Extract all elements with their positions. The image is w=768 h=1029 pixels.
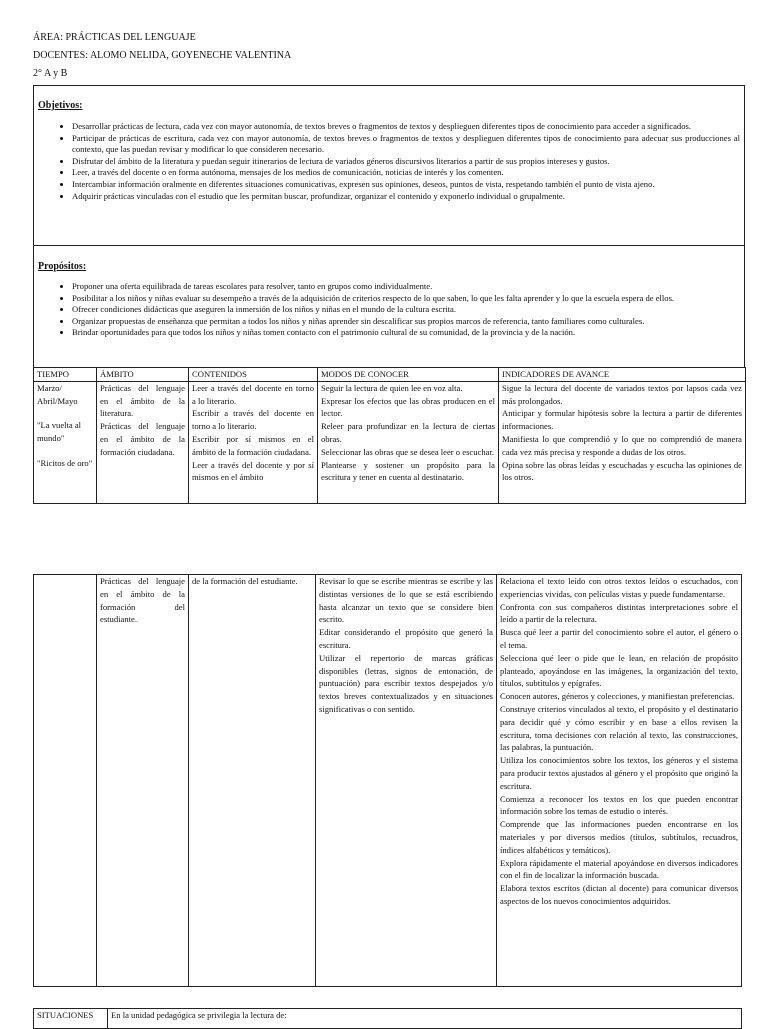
- objetivos-box: [33, 85, 745, 246]
- area-line: ÁREA: PRÁCTICAS DEL LENGUAJE: [33, 32, 196, 43]
- propositos-title: Propósitos:: [38, 261, 87, 272]
- indicador-item: Opina sobre las obras leídas y escuchadas y escucha las opiniones de los otros.: [502, 459, 742, 483]
- indicador-item: Explora rápidamente el material apoyándose en diversos indicadores con el fin de localizar la información buscada.: [500, 857, 738, 881]
- tiempo-months: Marzo/ Abril/Mayo: [37, 382, 78, 406]
- modo-item: Releer para profundizar en la lectura de ciertas obras.: [321, 421, 495, 444]
- contenido-item: Escribir a través del docente en torno a lo literario.: [192, 408, 314, 432]
- planning-table: [33, 367, 746, 504]
- list-item: • Leer, a través del docente o en forma autónoma, mensajes de los medios de comunicación, noticias de interés y los comenten.: [72, 167, 740, 179]
- situaciones-label: SITUACIONES: [34, 1009, 108, 1029]
- objetivos-title: Objetivos:: [38, 100, 83, 111]
- modo-item: Editar considerando el propósito que generó la escritura.: [319, 627, 493, 650]
- header-tiempo: TIEMPO: [34, 368, 97, 382]
- indicadores-cell: [499, 381, 746, 503]
- header-indicadores: INDICADORES DE AVANCE: [499, 368, 746, 382]
- list-item: • Desarrollar prácticas de lectura, cada vez con mayor autonomía, de textos breves o fragmentos de textos y desplieguen diferentes tipos de conocimiento para acceder a significados.: [72, 121, 740, 133]
- indicador-item: Busca qué leer a partir del conocimiento sobre el autor, el género o el tema.: [500, 627, 738, 650]
- tiempo-book-2: "Ricitos de oro": [37, 457, 93, 468]
- table-row: [34, 381, 746, 503]
- modo-item: Plantearse y sostener un propósito para la escritura y tener en cuenta al destinatario.: [321, 459, 495, 483]
- modo-item: Seguir la lectura de quien lee en voz alta.: [321, 382, 463, 393]
- indicador-item: Conocen autores, géneros y colecciones, y manifiestan preferencias.: [500, 691, 735, 702]
- indicadores-cell: [497, 575, 742, 987]
- situaciones-text: En la unidad pedagógica se privilegia la lectura de:: [108, 1009, 742, 1029]
- list-item: • Brindar oportunidades para que todos los niños y niñas tomen contacto con el patrimonio cultural de su comunidad, de la provincia y de la nación.: [72, 327, 740, 339]
- modo-item: Utilizar el repertorio de marcas gráficas disponibles (letras, signos de entonación, de puntuación) para escribir textos despejados y/o textos breves contextualizados y en situaciones significativas o con sentido.: [319, 652, 493, 714]
- contenidos-cell: [189, 575, 316, 987]
- contenido-item: Leer a través del docente en torno a lo literario.: [192, 382, 314, 406]
- tiempo-book-1: "La vuelta al mundo": [37, 420, 82, 444]
- tiempo-cell: [34, 381, 97, 503]
- modos-cell: [316, 575, 497, 987]
- indicador-item: Selecciona qué leer o pide que le lean, en relación de propósito planteado, apoyándose en las imágenes, la organización del texto, títulos, subtítulos y epígrafes.: [500, 652, 738, 689]
- indicador-item: Anticipar y formular hipótesis sobre la lectura a partir de diferentes informaciones.: [502, 408, 742, 432]
- propositos-box: [33, 245, 745, 368]
- indicador-item: Construye criterios vinculados al texto, el propósito y el destinatario para decidir qué y cómo escribir y en base a ellos revisen la escritura, toma decisiones con relación al texto, las construcciones, las palabras, la puntuación.: [500, 703, 738, 753]
- ambito-cell: [97, 575, 189, 987]
- list-item: • Disfrutar del ámbito de la literatura y puedan seguir itinerarios de lectura de variados géneros discursivos literarios a partir de sus propios intereses y gustos.: [72, 156, 740, 168]
- list-item: • Proponer una oferta equilibrada de tareas escolares para resolver, tanto en grupos como individualmente.: [72, 281, 740, 293]
- modos-cell: [318, 381, 499, 503]
- ambito-cell: [97, 381, 189, 503]
- modo-item: Seleccionar las obras que se desea leer o escuchar.: [321, 446, 494, 457]
- indicador-item: Utiliza los conocimientos sobre los textos, los géneros y el sistema para producir textos ajustados al género y el propósito que originó la escritura.: [500, 755, 738, 791]
- planning-table-continued: [33, 574, 742, 987]
- list-item: • Participar de prácticas de escritura, cada vez con mayor autonomía, de textos breves o fragmentos de textos y desplieguen diferentes tipos de conocimiento para adecuar sus producciones al contexto, que las puedan revisar y modificar lo que consideren necesario.: [72, 133, 740, 156]
- contenido-item: Leer a través del docente y por sí mismos en el ámbito: [192, 459, 314, 483]
- docentes-line: DOCENTES: ALOMO NELIDA, GOYENECHE VALENTINA: [33, 50, 292, 61]
- header-contenidos: CONTENIDOS: [189, 368, 318, 382]
- indicador-item: Relaciona el texto leído con otros textos leídos o escuchados, con experiencias vividas, con películas vistas y puede fundamentarse.: [500, 576, 738, 599]
- modo-item: Expresar los efectos que las obras producen en el lector.: [321, 395, 495, 419]
- objetivos-list: [38, 121, 740, 202]
- contenido-item: Escribir por sí mismos en el ámbito de la formación ciudadana.: [192, 433, 314, 457]
- list-item: • Adquirir prácticas vinculadas con el estudio que les permitan buscar, profundizar, organizar el contenido y exponerlo individual o grupalmente.: [72, 191, 740, 203]
- table-row: [34, 575, 742, 987]
- indicador-item: Sigue la lectura del docente de variados textos por lapsos cada vez más prolongados.: [502, 382, 742, 406]
- situaciones-table: [33, 1008, 742, 1029]
- indicador-item: Manifiesta lo que comprendió y lo que no comprendió de manera cada vez más precisa y responde a dudas de los otros.: [502, 433, 742, 457]
- tiempo-cell-empty: [34, 575, 97, 987]
- ambito-text: Prácticas del lenguaje en el ámbito de la formación del estudiante.: [100, 576, 185, 625]
- header-modos: MODOS DE CONOCER: [318, 368, 499, 382]
- list-item: • Intercambiar información oralmente en diferentes situaciones comunicativas, expresen sus opiniones, deseos, puntos de vista, respetando también el punto de vista ajeno.: [72, 179, 740, 191]
- ambito-text: Prácticas del lenguaje en el ámbito de la formación ciudadana.: [100, 421, 185, 457]
- propositos-list: [38, 281, 740, 339]
- indicador-item: Comienza a reconocer los textos en los que pueden encontrar información sobre los temas de estudio o interés.: [500, 793, 738, 817]
- indicador-item: Comprende que las informaciones pueden encontrarse en los materiales y por diversos medios (títulos, subtítulos, recuadros, índices alfabéticos y temáticos).: [500, 819, 738, 855]
- contenidos-cell: [189, 381, 318, 503]
- list-item: • Organizar propuestas de enseñanza que permitan a todos los niños y niñas aprender sin descalificar sus propios marcos de referencia, tanto familiares como culturales.: [72, 316, 740, 328]
- modo-item: Revisar lo que se escribe mientras se escribe y las distintas versiones de lo que se está escribiendo hasta alcanzar un texto que se considere bien escrito.: [319, 576, 493, 625]
- contenido-item: de la formación del estudiante.: [192, 576, 298, 586]
- indicador-item: Elabora textos escritos (dictan al docente) para comunicar diversos aspectos de los nuevos conocimientos adquiridos.: [500, 883, 738, 906]
- list-item: • Posibilitar a los niños y niñas evaluar su desempeño a través de la adquisición de criterios respecto de lo que saben, lo que les falta aprender y lo que la escuela espera de ellos.: [72, 293, 740, 305]
- list-item: • Ofrecer condiciones didácticas que aseguren la inmersión de los niños y niñas en el mundo de la cultura escrita.: [72, 304, 740, 316]
- table-row: [34, 1009, 742, 1029]
- ambito-text: Prácticas del lenguaje en el ámbito de la literatura.: [100, 382, 185, 419]
- table-header-row: [34, 368, 746, 382]
- indicador-item: Confronta con sus compañeros distintas interpretaciones sobre el leído a partir de la relectura.: [500, 601, 738, 625]
- grado-line: 2° A y B: [33, 68, 68, 79]
- header-ambito: ÁMBITO: [97, 368, 189, 382]
